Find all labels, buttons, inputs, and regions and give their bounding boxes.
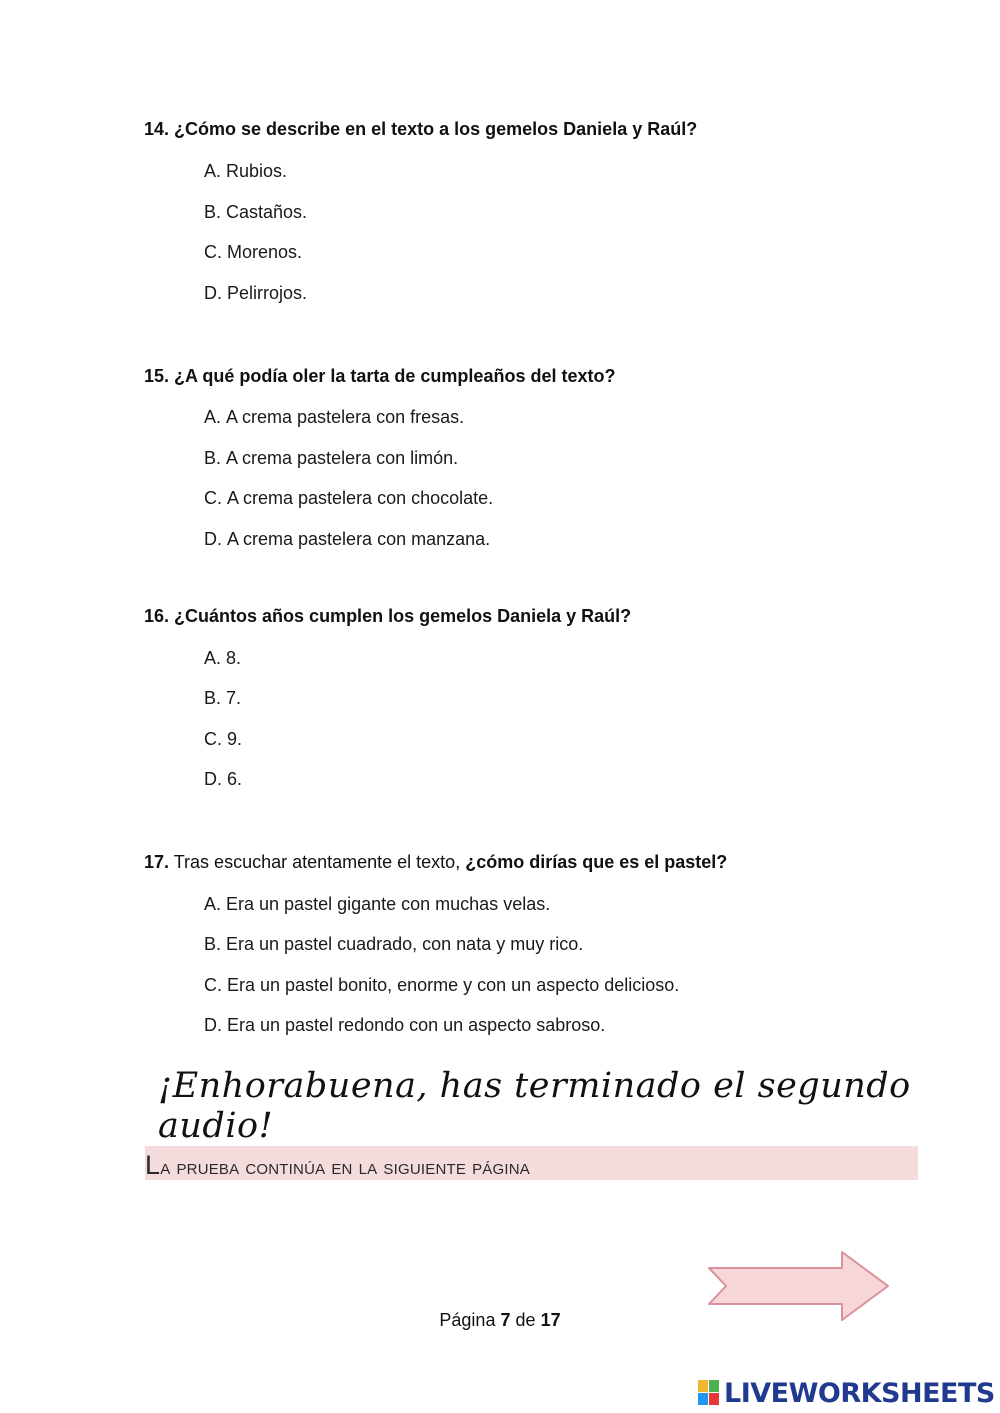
option-text: Era un pastel cuadrado, con nata y muy rico. (226, 934, 584, 954)
question-text: ¿A qué podía oler la tarta de cumpleaños del texto? (174, 366, 616, 386)
option-15-a[interactable] (200, 405, 468, 430)
question-16 (144, 606, 631, 627)
option-letter: B. (204, 688, 222, 708)
page-sep: de (515, 1310, 536, 1330)
option-text: Era un pastel bonito, enorme y con un aspecto delicioso. (227, 975, 680, 995)
option-text: Era un pastel gigante con muchas velas. (226, 894, 551, 914)
option-15-b[interactable] (200, 446, 462, 471)
option-letter: C. (204, 729, 222, 749)
option-letter: D. (204, 769, 222, 789)
question-text: ¿Cuántos años cumplen los gemelos Daniela y Raúl? (174, 606, 632, 626)
option-15-d[interactable] (200, 527, 494, 552)
option-letter: A. (204, 407, 222, 427)
option-17-b[interactable] (200, 932, 587, 957)
page-number (0, 1310, 1000, 1331)
question-prefix: Tras escuchar atentamente el texto, (173, 852, 461, 872)
option-15-c[interactable] (200, 486, 497, 511)
question-number: 15. (144, 366, 170, 386)
question-number: 14. (144, 119, 170, 139)
option-text: A crema pastelera con fresas. (226, 407, 465, 427)
option-letter: C. (204, 242, 222, 262)
question-number: 17. (144, 852, 170, 872)
option-letter: D. (204, 529, 222, 549)
question-14 (144, 119, 697, 140)
continue-banner (145, 1146, 918, 1180)
option-text: Castaños. (226, 202, 308, 222)
liveworksheets-logo (698, 1378, 995, 1408)
option-text: Rubios. (226, 161, 288, 181)
banner-text: La prueba continúa en la siguiente página (145, 1150, 530, 1180)
option-16-d[interactable] (200, 767, 246, 792)
option-letter: B. (204, 448, 222, 468)
option-letter: D. (204, 1015, 222, 1035)
question-15 (144, 366, 615, 387)
option-letter: C. (204, 488, 222, 508)
page-current: 7 (500, 1310, 511, 1330)
question-text: ¿cómo dirías que es el pastel? (465, 852, 728, 872)
option-text: Morenos. (227, 242, 303, 262)
option-text: A crema pastelera con limón. (226, 448, 459, 468)
liveworksheets-mark-icon (698, 1380, 720, 1406)
option-letter: A. (204, 894, 222, 914)
option-letter: C. (204, 975, 222, 995)
question-17 (144, 852, 727, 873)
question-number: 16. (144, 606, 170, 626)
option-14-b[interactable] (200, 200, 311, 225)
option-text: A crema pastelera con manzana. (227, 529, 491, 549)
option-17-d[interactable] (200, 1013, 609, 1038)
option-text: 8. (226, 648, 242, 668)
option-text: 6. (227, 769, 243, 789)
page-label: Página (439, 1310, 496, 1330)
option-letter: A. (204, 161, 222, 181)
page-total: 17 (540, 1310, 561, 1330)
option-text: 9. (227, 729, 243, 749)
option-text: 7. (226, 688, 242, 708)
option-16-b[interactable] (200, 686, 245, 711)
option-14-a[interactable] (200, 159, 291, 184)
option-16-a[interactable] (200, 646, 245, 671)
option-letter: B. (204, 934, 222, 954)
logo-text: LIVEWORKSHEETS (724, 1377, 995, 1409)
option-letter: D. (204, 283, 222, 303)
option-14-c[interactable] (200, 240, 306, 265)
question-text: ¿Cómo se describe en el texto a los gemelos Daniela y Raúl? (174, 119, 698, 139)
option-14-d[interactable] (200, 281, 311, 306)
option-letter: B. (204, 202, 222, 222)
congrats-message: ¡Enhorabuena, has terminado el segundo audio! (158, 1066, 911, 1146)
option-17-c[interactable] (200, 973, 683, 998)
option-text: Era un pastel redondo con un aspecto sabroso. (227, 1015, 606, 1035)
option-text: Pelirrojos. (227, 283, 308, 303)
option-letter: A. (204, 648, 222, 668)
option-text: A crema pastelera con chocolate. (227, 488, 494, 508)
option-17-a[interactable] (200, 892, 554, 917)
option-16-c[interactable] (200, 727, 246, 752)
